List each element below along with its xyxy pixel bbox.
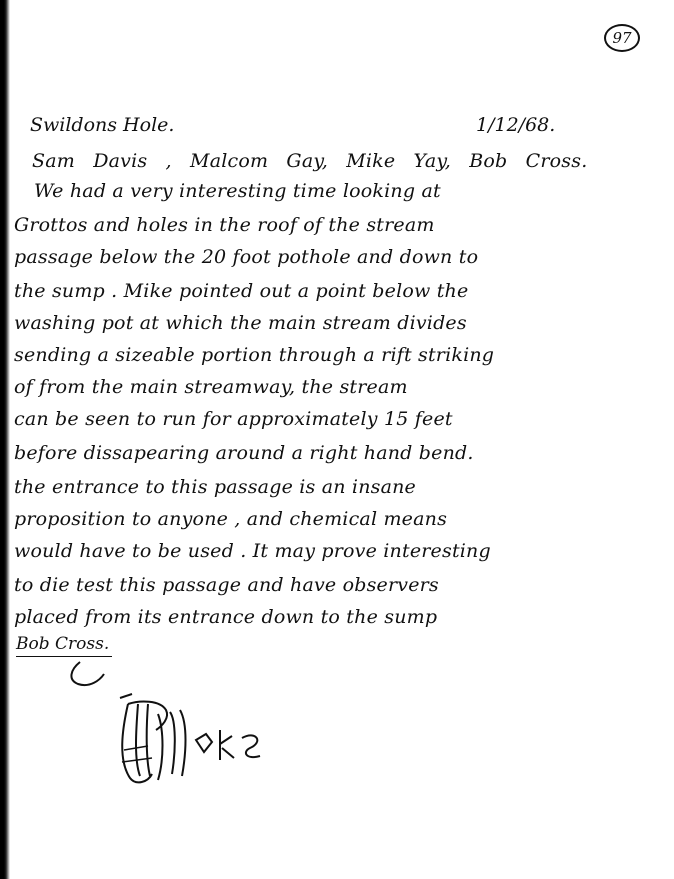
pen-flourish [60,660,120,690]
body-line: would have to be used . It may prove interesting [14,540,491,562]
body-line: of from the main streamway, the stream [14,376,408,398]
party-names: Sam Davis , Malcom Gay, Mike Yay, Bob Cross. [32,150,588,172]
gothic-monogram-signature [100,690,300,790]
page-number-circled: 97 [604,24,640,52]
header-place: Swildons Hole. [30,114,175,136]
body-line: washing pot at which the main stream divides [14,312,467,334]
header-date: 1/12/68. [476,114,556,136]
body-line: the sump . Mike pointed out a point below the [14,280,469,302]
body-line: We had a very interesting time looking at [34,180,441,202]
body-line: proposition to anyone , and chemical means [14,508,448,530]
signature-underline [16,656,112,657]
body-line: the entrance to this passage is an insane [14,476,417,498]
body-line: sending a sizeable portion through a rift striking [14,344,495,366]
body-line: placed from its entrance down to the sump [14,606,438,628]
body-line: passage below the 20 foot pothole and down to [14,246,479,268]
signature-name: Bob Cross. [16,634,110,654]
body-line: before dissapearing around a right hand bend. [14,442,474,464]
binding-edge [0,0,10,879]
body-line: can be seen to run for approximately 15 feet [14,408,453,430]
body-line: to die test this passage and have observers [14,574,439,596]
body-line: Grottos and holes in the roof of the stream [14,214,435,236]
